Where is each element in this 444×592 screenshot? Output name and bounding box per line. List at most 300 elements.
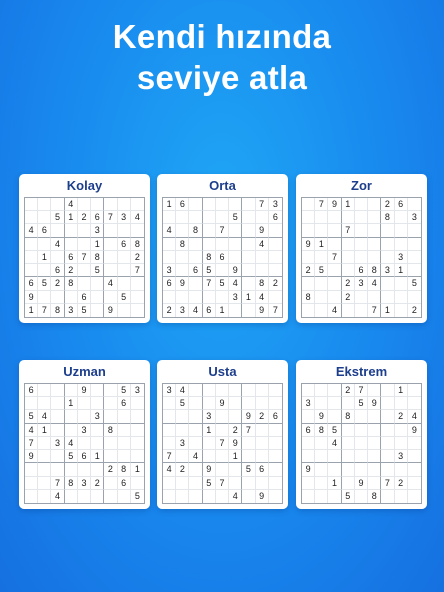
sudoku-cell	[229, 304, 242, 317]
sudoku-cell	[216, 238, 229, 251]
sudoku-cell	[342, 251, 355, 264]
sudoku-cell	[38, 291, 51, 304]
sudoku-cell: 6	[176, 198, 189, 211]
sudoku-cell: 3	[381, 264, 394, 277]
sudoku-grid	[162, 197, 283, 318]
sudoku-cell	[328, 264, 341, 277]
sudoku-cell	[203, 384, 216, 397]
sudoku-cell	[203, 450, 216, 463]
sudoku-cell: 1	[65, 211, 78, 224]
sudoku-cell	[368, 291, 381, 304]
sudoku-cell: 2	[342, 384, 355, 397]
sudoku-cell: 6	[395, 198, 408, 211]
sudoku-cell	[118, 410, 131, 423]
sudoku-cell	[381, 450, 394, 463]
sudoku-cell: 4	[408, 410, 421, 423]
sudoku-cell	[302, 251, 315, 264]
sudoku-cell	[163, 490, 176, 503]
sudoku-cell	[242, 397, 255, 410]
sudoku-cell	[328, 211, 341, 224]
sudoku-cell: 1	[38, 251, 51, 264]
sudoku-cell	[203, 437, 216, 450]
sudoku-cell	[51, 224, 64, 237]
sudoku-cell: 6	[78, 291, 91, 304]
sudoku-cell	[163, 424, 176, 437]
sudoku-cell	[203, 198, 216, 211]
sudoku-cell: 7	[256, 198, 269, 211]
sudoku-cell	[131, 424, 144, 437]
sudoku-cell: 7	[272, 304, 278, 315]
sudoku-cell	[189, 251, 202, 264]
sudoku-cell	[256, 477, 269, 490]
sudoku-cell: 2	[342, 291, 355, 304]
sudoku-cell: 2	[269, 277, 282, 290]
sudoku-cell	[355, 224, 368, 237]
sudoku-cell	[408, 251, 421, 264]
sudoku-cell: 4	[189, 304, 202, 317]
sudoku-cell: 1	[203, 424, 216, 437]
sudoku-cell: 1	[342, 198, 355, 211]
sudoku-cell	[189, 410, 202, 423]
sudoku-cell: 9	[302, 463, 315, 476]
sudoku-cell	[368, 211, 381, 224]
sudoku-cell	[355, 211, 368, 224]
sudoku-cell: 1	[131, 463, 144, 476]
sudoku-cell: 3	[118, 211, 131, 224]
sudoku-cell	[355, 490, 368, 503]
sudoku-cell	[38, 238, 51, 251]
puzzle-card-easy[interactable]	[19, 174, 150, 323]
sudoku-cell: 4	[163, 463, 176, 476]
sudoku-cell: 8	[51, 304, 64, 317]
sudoku-cell	[51, 397, 64, 410]
sudoku-cell: 8	[381, 211, 394, 224]
sudoku-cell	[216, 264, 229, 277]
sudoku-cell	[256, 397, 269, 410]
sudoku-cell: 3	[163, 264, 176, 277]
sudoku-cell	[368, 224, 381, 237]
sudoku-cell	[65, 238, 78, 251]
sudoku-cell	[395, 463, 408, 476]
sudoku-cell	[302, 198, 315, 211]
sudoku-cell: 9	[229, 437, 242, 450]
sudoku-cell	[355, 251, 368, 264]
sudoku-cell	[216, 463, 229, 476]
sudoku-cell	[381, 277, 394, 290]
sudoku-cell	[302, 304, 315, 317]
sudoku-cell	[65, 463, 78, 476]
sudoku-cell	[104, 477, 117, 490]
puzzle-card-title: Kolay	[66, 178, 103, 193]
sudoku-cell	[395, 424, 408, 437]
sudoku-cell: 3	[302, 397, 315, 410]
sudoku-cell	[381, 410, 394, 423]
sudoku-cell	[342, 437, 355, 450]
sudoku-cell	[315, 384, 328, 397]
sudoku-cell	[408, 477, 421, 490]
sudoku-cell: 6	[269, 410, 282, 423]
sudoku-cell: 6	[91, 211, 104, 224]
sudoku-cell	[131, 450, 144, 463]
sudoku-cell	[38, 450, 51, 463]
sudoku-cell: 7	[203, 277, 216, 290]
sudoku-cell	[91, 384, 104, 397]
sudoku-cell	[118, 490, 131, 503]
sudoku-cell: 6	[51, 264, 64, 277]
sudoku-cell: 1	[242, 291, 255, 304]
sudoku-cell: 9	[256, 224, 269, 237]
sudoku-cell	[189, 291, 202, 304]
sudoku-cell: 7	[242, 424, 255, 437]
sudoku-cell: 5	[38, 277, 51, 290]
sudoku-cell: 4	[328, 304, 341, 317]
sudoku-cell	[302, 450, 315, 463]
sudoku-cell	[78, 264, 91, 277]
sudoku-cell: 4	[51, 238, 64, 251]
sudoku-cell: 5	[355, 397, 368, 410]
sudoku-cell	[381, 384, 394, 397]
sudoku-cell: 3	[408, 211, 421, 224]
sudoku-cell	[269, 397, 282, 410]
sudoku-cell	[216, 384, 229, 397]
sudoku-cell: 9	[176, 277, 189, 290]
puzzle-card-title: Uzman	[63, 364, 106, 379]
sudoku-cell: 1	[328, 477, 341, 490]
sudoku-cell: 7	[38, 304, 51, 317]
sudoku-cell: 1	[91, 450, 104, 463]
sudoku-cell	[91, 490, 104, 503]
sudoku-cell: 1	[25, 304, 38, 317]
sudoku-cell	[342, 424, 355, 437]
sudoku-cell	[65, 424, 78, 437]
sudoku-cell	[51, 410, 64, 423]
sudoku-cell	[176, 450, 189, 463]
sudoku-cell	[163, 397, 176, 410]
sudoku-cell	[381, 251, 394, 264]
sudoku-cell	[395, 437, 408, 450]
sudoku-cell: 7	[342, 224, 355, 237]
sudoku-cell	[104, 198, 117, 211]
sudoku-cell	[216, 291, 229, 304]
sudoku-cell: 5	[315, 264, 328, 277]
sudoku-cell	[78, 437, 91, 450]
sudoku-cell: 4	[189, 450, 202, 463]
sudoku-cell	[51, 384, 64, 397]
sudoku-cell: 4	[131, 211, 144, 224]
sudoku-cell	[242, 490, 255, 503]
sudoku-cell	[25, 397, 38, 410]
puzzle-card-master[interactable]	[157, 360, 288, 509]
sudoku-cell	[315, 251, 328, 264]
sudoku-cell	[302, 410, 315, 423]
sudoku-cell: 9	[242, 410, 255, 423]
sudoku-cell	[38, 477, 51, 490]
sudoku-cell	[355, 410, 368, 423]
sudoku-cell: 2	[104, 463, 117, 476]
sudoku-cell: 8	[256, 277, 269, 290]
sudoku-cell: 9	[25, 450, 38, 463]
sudoku-cell	[395, 397, 408, 410]
sudoku-cell: 9	[368, 397, 381, 410]
sudoku-cell	[408, 463, 421, 476]
sudoku-cell	[91, 424, 104, 437]
sudoku-cell: 3	[203, 410, 216, 423]
sudoku-cell	[395, 304, 408, 317]
sudoku-grid	[162, 383, 283, 504]
sudoku-cell	[229, 198, 242, 211]
sudoku-cell: 2	[342, 277, 355, 290]
sudoku-cell	[242, 238, 255, 251]
sudoku-cell	[104, 397, 117, 410]
sudoku-cell	[328, 397, 341, 410]
sudoku-cell: 8	[131, 238, 144, 251]
sudoku-cell	[408, 437, 421, 450]
sudoku-cell	[118, 198, 131, 211]
sudoku-cell: 9	[256, 490, 269, 503]
sudoku-cell	[328, 384, 341, 397]
sudoku-cell: 3	[91, 224, 104, 237]
sudoku-cell	[355, 463, 368, 476]
sudoku-cell	[91, 463, 104, 476]
sudoku-cell	[189, 397, 202, 410]
sudoku-cell	[78, 410, 91, 423]
sudoku-cell: 7	[315, 198, 328, 211]
sudoku-cell: 6	[65, 251, 78, 264]
sudoku-cell	[328, 463, 341, 476]
sudoku-cell: 4	[229, 490, 242, 503]
sudoku-cell	[203, 211, 216, 224]
sudoku-cell	[395, 224, 408, 237]
sudoku-cell	[269, 450, 282, 463]
sudoku-cell	[315, 397, 328, 410]
sudoku-cell	[216, 424, 229, 437]
sudoku-cell: 5	[25, 410, 38, 423]
sudoku-cell	[216, 490, 229, 503]
sudoku-cell: 5	[51, 211, 64, 224]
sudoku-cell: 6	[355, 264, 368, 277]
sudoku-cell: 2	[131, 251, 144, 264]
sudoku-cell	[118, 450, 131, 463]
sudoku-cell: 3	[355, 277, 368, 290]
sudoku-cell	[131, 277, 144, 290]
sudoku-cell	[381, 463, 394, 476]
sudoku-cell	[229, 410, 242, 423]
sudoku-cell	[368, 384, 381, 397]
sudoku-cell	[118, 304, 131, 317]
sudoku-cell: 2	[395, 477, 408, 490]
sudoku-cell	[91, 198, 104, 211]
sudoku-cell	[269, 264, 282, 277]
sudoku-cell	[408, 264, 421, 277]
sudoku-cell: 4	[176, 384, 189, 397]
sudoku-cell	[65, 410, 78, 423]
sudoku-cell	[189, 238, 202, 251]
sudoku-cell	[25, 238, 38, 251]
sudoku-cell	[269, 384, 282, 397]
sudoku-grid	[24, 197, 145, 318]
sudoku-cell: 8	[342, 410, 355, 423]
sudoku-cell	[91, 304, 104, 317]
sudoku-cell: 2	[229, 424, 242, 437]
sudoku-cell	[315, 224, 328, 237]
sudoku-cell	[131, 397, 144, 410]
sudoku-cell	[78, 463, 91, 476]
sudoku-cell	[176, 224, 189, 237]
sudoku-cell	[381, 424, 394, 437]
sudoku-cell	[355, 291, 368, 304]
sudoku-cell: 2	[78, 211, 91, 224]
sudoku-cell	[355, 424, 368, 437]
sudoku-cell	[163, 291, 176, 304]
sudoku-cell	[203, 291, 216, 304]
sudoku-cell: 9	[328, 198, 341, 211]
sudoku-cell: 1	[395, 264, 408, 277]
sudoku-cell	[315, 477, 328, 490]
sudoku-cell	[65, 384, 78, 397]
sudoku-cell	[189, 424, 202, 437]
sudoku-cell: 4	[328, 437, 341, 450]
sudoku-cell: 6	[25, 384, 38, 397]
sudoku-cell	[269, 238, 282, 251]
sudoku-cell: 3	[78, 424, 91, 437]
sudoku-cell	[315, 463, 328, 476]
sudoku-cell	[381, 397, 394, 410]
sudoku-cell	[104, 291, 117, 304]
headline-line-2: seviye atla	[136, 59, 308, 96]
sudoku-cell	[229, 238, 242, 251]
sudoku-cell	[25, 251, 38, 264]
sudoku-cell	[65, 490, 78, 503]
sudoku-cell: 2	[65, 264, 78, 277]
sudoku-cell	[368, 424, 381, 437]
sudoku-cell	[91, 437, 104, 450]
sudoku-cell	[368, 477, 381, 490]
sudoku-cell: 3	[163, 384, 176, 397]
sudoku-cell: 8	[302, 291, 315, 304]
sudoku-cell	[395, 291, 408, 304]
sudoku-cell: 4	[25, 224, 38, 237]
sudoku-cell: 6	[118, 397, 131, 410]
sudoku-cell	[368, 251, 381, 264]
sudoku-cell: 3	[176, 304, 189, 317]
sudoku-cell	[118, 264, 131, 277]
sudoku-cell	[118, 437, 131, 450]
sudoku-cell	[242, 224, 255, 237]
sudoku-cell	[25, 463, 38, 476]
sudoku-cell	[118, 251, 131, 264]
sudoku-cell	[38, 397, 51, 410]
sudoku-cell	[38, 264, 51, 277]
sudoku-cell	[269, 224, 282, 237]
sudoku-cell: 4	[51, 490, 64, 503]
sudoku-cell	[216, 410, 229, 423]
sudoku-cell: 7	[216, 224, 229, 237]
sudoku-cell	[104, 264, 117, 277]
sudoku-cell	[242, 264, 255, 277]
sudoku-cell	[104, 238, 117, 251]
sudoku-cell	[216, 198, 229, 211]
sudoku-cell	[176, 424, 189, 437]
sudoku-cell	[395, 277, 408, 290]
sudoku-cell	[203, 490, 216, 503]
sudoku-cell	[118, 424, 131, 437]
sudoku-cell: 8	[368, 264, 381, 277]
sudoku-cell: 3	[229, 291, 242, 304]
sudoku-cell	[242, 211, 255, 224]
sudoku-cell	[395, 490, 408, 503]
puzzle-card-hard[interactable]	[296, 174, 427, 323]
puzzle-card-title: Orta	[209, 178, 236, 193]
sudoku-cell	[408, 224, 421, 237]
sudoku-cell: 6	[269, 211, 282, 224]
sudoku-cell	[104, 410, 117, 423]
sudoku-cell	[242, 450, 255, 463]
puzzle-card-medium[interactable]	[157, 174, 288, 323]
sudoku-cell: 5	[134, 490, 140, 501]
sudoku-cell	[229, 251, 242, 264]
sudoku-cell	[78, 397, 91, 410]
sudoku-cell	[131, 410, 144, 423]
sudoku-cell: 5	[65, 450, 78, 463]
sudoku-cell: 7	[163, 450, 176, 463]
sudoku-cell: 2	[51, 277, 64, 290]
sudoku-cell	[269, 477, 282, 490]
puzzle-card-expert[interactable]	[19, 360, 150, 509]
headline-line-1: Kendi hızında	[112, 18, 332, 55]
sudoku-cell	[315, 211, 328, 224]
sudoku-cell: 4	[38, 410, 51, 423]
sudoku-cell	[408, 238, 421, 251]
sudoku-cell: 8	[118, 463, 131, 476]
sudoku-cell: 4	[229, 277, 242, 290]
sudoku-cell	[51, 424, 64, 437]
sudoku-cell	[408, 397, 421, 410]
sudoku-cell: 7	[355, 384, 368, 397]
sudoku-cell: 9	[104, 304, 117, 317]
sudoku-cell: 3	[395, 251, 408, 264]
sudoku-cell	[189, 277, 202, 290]
sudoku-cell	[78, 277, 91, 290]
sudoku-cell	[242, 304, 255, 317]
sudoku-cell	[328, 224, 341, 237]
sudoku-cell: 2	[411, 304, 417, 315]
sudoku-cell	[302, 224, 315, 237]
sudoku-cell: 2	[163, 304, 176, 317]
sudoku-cell: 2	[302, 264, 315, 277]
sudoku-cell	[342, 238, 355, 251]
sudoku-cell: 3	[78, 477, 91, 490]
puzzle-card-extreme[interactable]	[296, 360, 427, 509]
sudoku-cell	[189, 477, 202, 490]
sudoku-cell	[302, 437, 315, 450]
sudoku-cell	[242, 477, 255, 490]
sudoku-cell	[104, 251, 117, 264]
sudoku-cell: 2	[256, 410, 269, 423]
sudoku-cell	[302, 277, 315, 290]
sudoku-cell	[342, 477, 355, 490]
sudoku-cell: 1	[163, 198, 176, 211]
sudoku-cell: 6	[25, 277, 38, 290]
sudoku-cell	[118, 277, 131, 290]
sudoku-cell: 7	[78, 251, 91, 264]
sudoku-cell	[163, 211, 176, 224]
sudoku-cell	[355, 304, 368, 317]
sudoku-cell: 3	[51, 437, 64, 450]
sudoku-cell: 9	[355, 477, 368, 490]
sudoku-cell	[242, 251, 255, 264]
sudoku-cell	[269, 424, 282, 437]
sudoku-cell	[65, 224, 78, 237]
